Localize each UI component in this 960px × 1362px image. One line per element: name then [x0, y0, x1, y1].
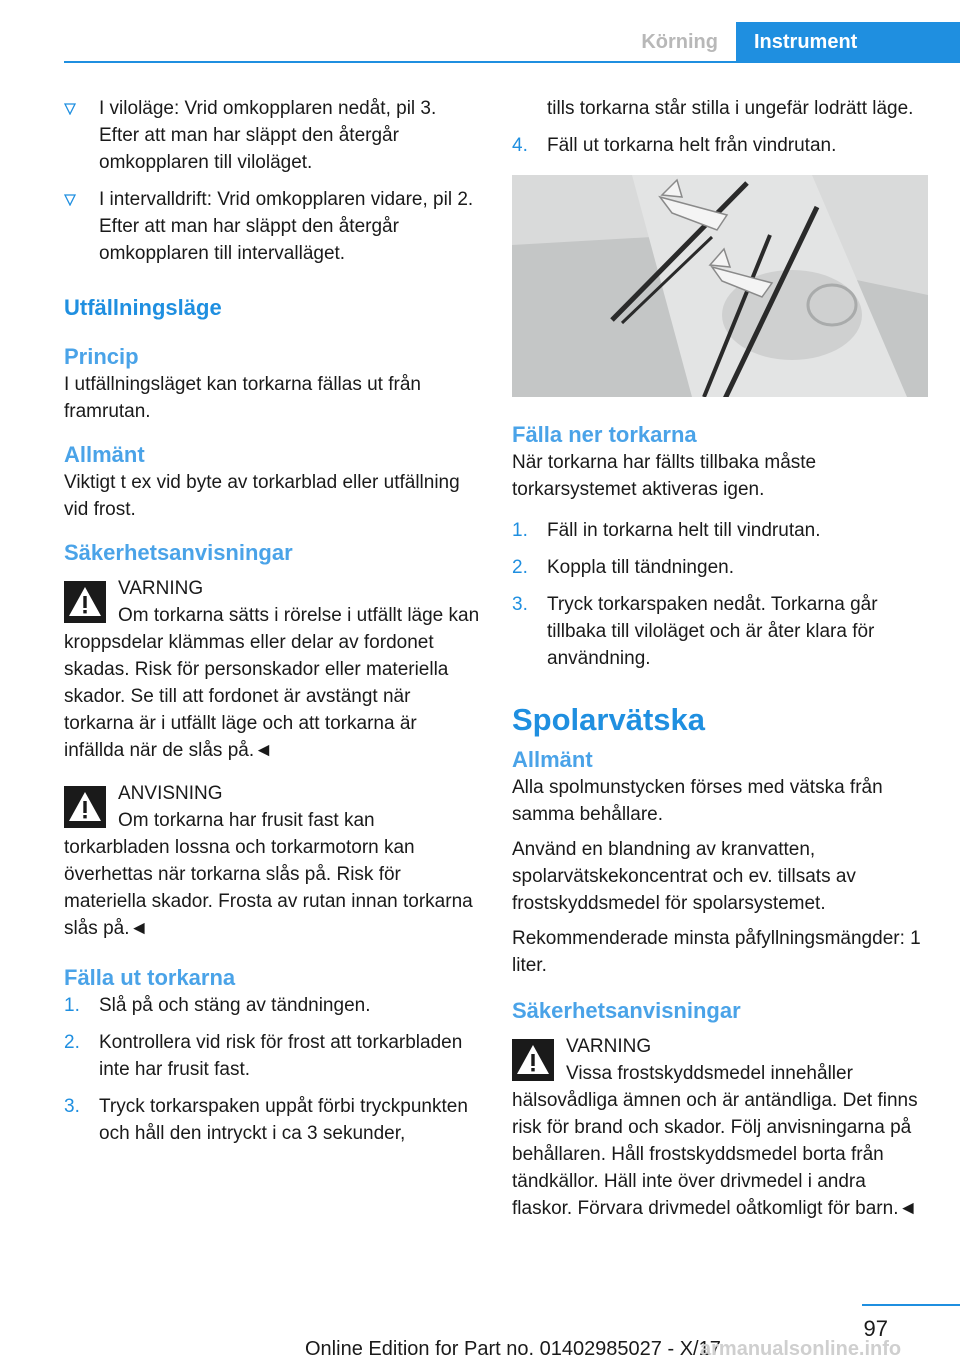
- triangle-bullet-icon: [64, 95, 76, 115]
- chapter-tabs: [623, 22, 960, 62]
- heading-falla-ner: Fälla ner torkarna: [512, 422, 697, 447]
- list-item: [64, 95, 480, 176]
- edition-text: Online Edition for Part no. 01402985027 - X/17: [305, 1338, 721, 1360]
- step-text: Tryck torkarspaken uppåt förbi tryckpunkten och håll den intryckt i ca 3 sekunder,: [99, 1096, 468, 1144]
- notice-label: ANVISNING: [118, 783, 223, 804]
- warning-text: Vissa frostskyddsmedel innehåller hälsovådliga ämnen och är antändliga. Det finns risk för brand och skador. Följ anvisningarna på behållaren. Håll frostskyddsmedel borta från tändkällor. Häll inte över drivmedel i andra flaskor. Förvara drivmedel oåtkomligt för barn.◄: [512, 1063, 918, 1219]
- tab-korning[interactable]: Körning: [641, 31, 718, 53]
- heading-falla-ut: Fälla ut torkarna: [64, 965, 236, 990]
- warning-icon: [64, 581, 106, 623]
- step-text: Fäll ut torkarna helt från vindrutan.: [547, 135, 837, 156]
- list-item: [64, 1029, 480, 1083]
- paragraph: Använd en blandning av kranvatten, spolarvätskekoncentrat och ev. tillsats av frostskyddsmedel för spolarsystemet.: [512, 839, 856, 914]
- warning-label: VARNING: [118, 578, 204, 599]
- watermark: armanualsonline.info: [700, 1338, 902, 1360]
- notice-box: [64, 780, 480, 942]
- list-item: [512, 591, 928, 672]
- heading-allmant: Allmänt: [64, 442, 145, 467]
- step-number: 3.: [512, 594, 528, 615]
- warning-box: [512, 1033, 928, 1222]
- fold-down-text: När torkarna har fällts tillbaka måste torkarsystemet aktiveras igen.: [512, 452, 817, 500]
- header-divider: [64, 61, 960, 63]
- heading-sakerhetsanvisningar: Säkerhetsanvisningar: [64, 540, 293, 565]
- left-column: [64, 95, 480, 1157]
- list-item: [512, 517, 928, 544]
- footer-divider: [862, 1304, 960, 1306]
- list-item: [64, 186, 480, 267]
- step-text: Fäll in torkarna helt till vindrutan.: [547, 520, 821, 541]
- step-number: 1.: [512, 520, 528, 541]
- step-text: Kontrollera vid risk för frost att torkarbladen inte har frusit fast.: [99, 1032, 463, 1080]
- step-number: 2.: [512, 557, 528, 578]
- heading-utfallningslage: Utfällningsläge: [64, 295, 222, 320]
- heading-allmant: Allmänt: [512, 747, 593, 772]
- bullet-text: I intervalldrift: Vrid omkopplaren vidare, pil 2. Efter att man har släppt den återgår omkopplaren till intervalläget.: [99, 189, 474, 264]
- bullet-text: I viloläge: Vrid omkopplaren nedåt, pil 3. Efter att man har släppt den återgår omkopplaren till viloläget.: [99, 98, 437, 173]
- triangle-bullet-icon: [64, 186, 76, 206]
- list-item: [512, 554, 928, 581]
- step-number: 2.: [64, 1032, 80, 1053]
- warning-box: [64, 575, 480, 764]
- list-item: [64, 1093, 480, 1147]
- heading-sakerhetsanvisningar: Säkerhetsanvisningar: [512, 998, 741, 1023]
- continued-text: tills torkarna står stilla i ungefär lodrätt läge.: [547, 98, 914, 119]
- paragraph: Alla spolmunstycken förses med vätska från samma behållare.: [512, 777, 883, 825]
- step-number: 4.: [512, 135, 528, 156]
- tab-instrument[interactable]: Instrument: [736, 22, 960, 62]
- step-number: 1.: [64, 995, 80, 1016]
- section-title-spolarvatska: Spolarvätska: [512, 702, 705, 737]
- warning-icon: [64, 786, 106, 828]
- list-item: [64, 992, 480, 1019]
- step-text: Slå på och stäng av tändningen.: [99, 995, 371, 1016]
- allmant-text: Viktigt t ex vid byte av torkarblad eller utfällning vid frost.: [64, 472, 460, 520]
- paragraph: Rekommenderade minsta påfyllningsmängder: 1 liter.: [512, 928, 921, 976]
- warning-text: Om torkarna sätts i rörelse i utfällt läge kan kroppsdelar klämmas eller delar av fordonet skadas. Risk för personskador eller materiella skador. Se till att fordonet är avstängt när torkarna är i utfällt läge och att torkarna är infällda när de slås på.◄: [64, 605, 480, 761]
- step-text: Koppla till tändningen.: [547, 557, 734, 578]
- heading-princip: Princip: [64, 344, 139, 369]
- princip-text: I utfällningsläget kan torkarna fällas ut från framrutan.: [64, 374, 421, 422]
- notice-text: Om torkarna har frusit fast kan torkarbladen lossna och torkarmotorn kan överhettas när torkarna slås på. Risk för materiella skador. Frosta av rutan innan torkarna slås på.◄: [64, 810, 473, 939]
- list-item: [512, 132, 928, 159]
- warning-icon: [512, 1039, 554, 1081]
- warning-label: VARNING: [566, 1036, 652, 1057]
- wiper-illustration: [512, 175, 928, 397]
- step-text: Tryck torkarspaken nedåt. Torkarna går tillbaka till viloläget och är åter klara för användning.: [547, 594, 878, 669]
- step-number: 3.: [64, 1096, 80, 1117]
- right-column: [512, 95, 928, 1238]
- page-number: 97: [863, 1316, 888, 1341]
